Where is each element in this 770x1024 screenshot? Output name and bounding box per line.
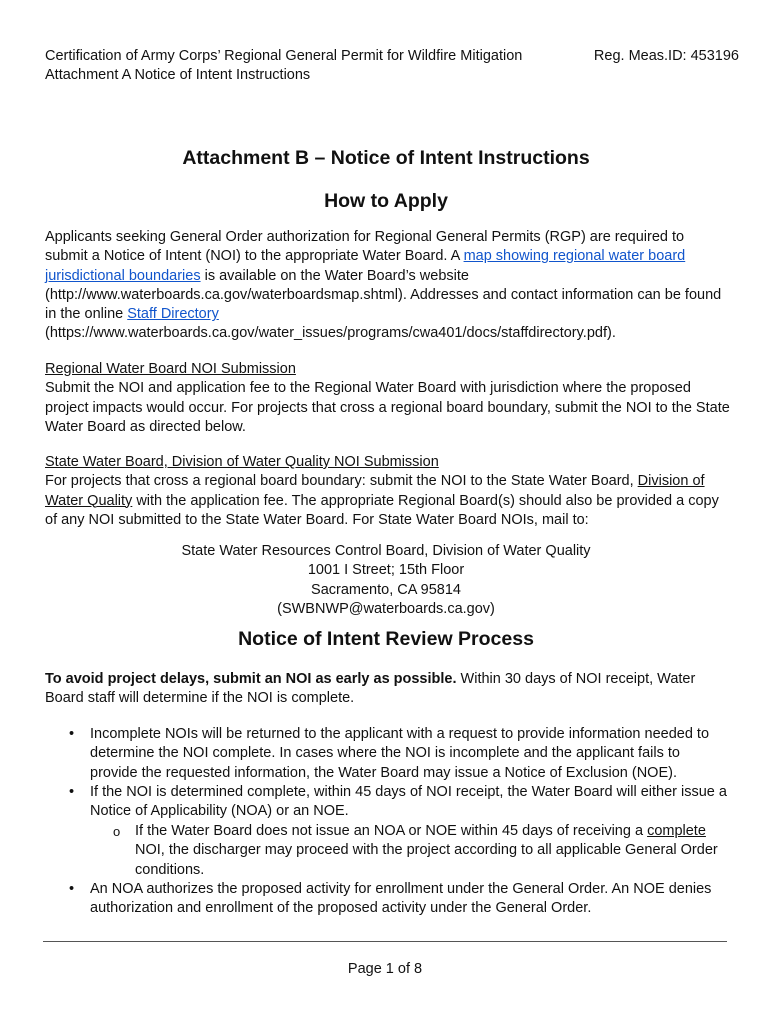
bullet-text: An NOA authorizes the proposed activity for enrollment under the General Order. An NOE denies authorization and enrollment of the proposed activity under the General Order. bbox=[90, 881, 712, 917]
bullet-noa-noe bbox=[45, 880, 730, 919]
page-title: Attachment B – Notice of Intent Instructions bbox=[182, 147, 590, 169]
apply-text-3: (https://www.waterboards.ca.gov/water_issues/programs/cwa401/docs/staffdirectory.pdf). bbox=[45, 325, 616, 342]
bullet-marker: • bbox=[69, 881, 75, 897]
header-reg-meas-id: Reg. Meas.ID: 453196 bbox=[593, 48, 739, 64]
bullet-marker: • bbox=[69, 784, 75, 800]
review-intro-rest: Within 30 days of NOI receipt, Water Board staff will determine if the NOI is complete. bbox=[45, 671, 696, 707]
regional-submission-section bbox=[45, 360, 730, 437]
address-email: (SWBNWP@waterboards.ca.gov) bbox=[277, 600, 495, 617]
regional-submission-text: Submit the NOI and application fee to the Regional Water Board with jurisdiction where the proposed project impacts would occur. For projects that cross a regional board boundary, submit the NOI to the State Water Board as directed below. bbox=[45, 380, 730, 435]
sub-bullet-text bbox=[135, 822, 730, 880]
jurisdiction-map-link[interactable]: map showing regional water board jurisdictional boundaries bbox=[45, 248, 686, 284]
footer-divider bbox=[43, 941, 727, 942]
header-attachment: Attachment A Notice of Intent Instructions bbox=[45, 67, 311, 83]
mailing-address bbox=[45, 542, 727, 619]
review-intro-bold: To avoid project delays, submit an NOI as early as possible. bbox=[45, 671, 457, 687]
address-line-3: Sacramento, CA 95814 bbox=[311, 581, 461, 598]
regional-submission-heading: Regional Water Board NOI Submission bbox=[45, 361, 296, 377]
how-to-apply-paragraph bbox=[45, 228, 730, 344]
state-submission-heading: State Water Board, Division of Water Quality NOI Submission bbox=[45, 454, 439, 470]
bullet-text: If the NOI is determined complete, within 45 days of NOI receipt, the Water Board will either issue a Notice of Applicability (NOA) or an NOE. bbox=[90, 784, 727, 820]
apply-text-2: is available on the Water Board’s website (http://www.waterboards.ca.gov/waterboardsmap.shtml). Addresses and contact information can be found in the online bbox=[45, 267, 722, 323]
bullet-marker: • bbox=[69, 726, 75, 742]
state-submission-section bbox=[45, 453, 730, 530]
apply-text-1: Applicants seeking General Order authorization for Regional General Permits (RGP) are required to submit a Notice of Intent (NOI) to the appropriate Water Board. A bbox=[45, 229, 685, 265]
complete-underlined: complete bbox=[647, 823, 706, 839]
division-water-quality-underlined: Division of Water Quality bbox=[45, 473, 705, 509]
review-process-heading: Notice of Intent Review Process bbox=[238, 628, 534, 650]
state-submission-text bbox=[45, 472, 730, 530]
bullet-text: Incomplete NOIs will be returned to the applicant with a request to provide information needed to determine the NOI complete. In cases where the NOI is incomplete and the applicant fails to provide the requested information, the Water Board may issue a Notice of Exclusion (NOE). bbox=[90, 726, 710, 781]
review-intro bbox=[45, 670, 730, 709]
address-line-2: 1001 I Street; 15th Floor bbox=[307, 562, 465, 579]
address-line-1: State Water Resources Control Board, Division of Water Quality bbox=[181, 543, 591, 559]
state-text-1: For projects that cross a regional board boundary: submit the NOI to the State Water Board, bbox=[45, 473, 638, 490]
sub-bullet-no-response bbox=[45, 822, 730, 880]
header-permit-title: Certification of Army Corps’ Regional General Permit for Wildfire Mitigation bbox=[45, 48, 523, 64]
sub-bullet-marker: o bbox=[113, 824, 121, 839]
how-to-apply-heading: How to Apply bbox=[324, 190, 448, 212]
bullet-complete-noi bbox=[45, 783, 730, 822]
sub-text-a: If the Water Board does not issue an NOA or NOE within 45 days of receiving a bbox=[135, 823, 648, 839]
page-number: Page 1 of 8 bbox=[347, 961, 423, 977]
state-text-2: with the application fee. The appropriate Regional Board(s) should also be provided a copy of any NOI submitted to the State Water Board. For State Water Board NOIs, mail to: bbox=[45, 492, 719, 528]
bullet-incomplete-noi bbox=[45, 725, 730, 783]
staff-directory-link[interactable]: Staff Directory bbox=[127, 306, 219, 323]
sub-text-b: NOI, the discharger may proceed with the project according to all applicable General Order conditions. bbox=[135, 842, 718, 878]
